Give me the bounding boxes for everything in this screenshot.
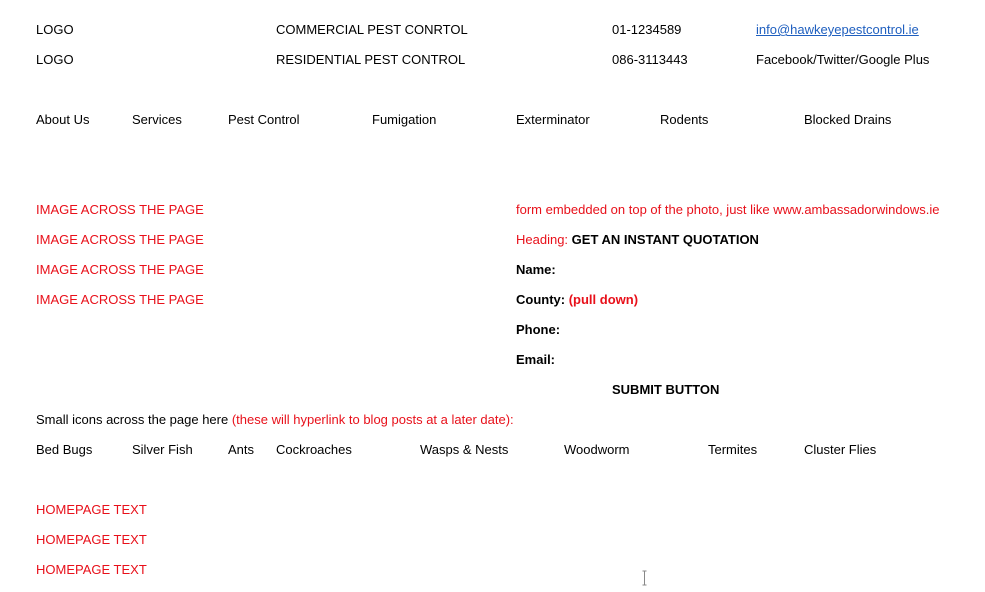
phone-number-2: 086-3113443 [612,52,688,67]
form-name-label: Name: [516,262,556,277]
email-link[interactable]: info@hawkeyepestcontrol.ie [756,22,919,37]
icons-intro-line [36,412,514,428]
hero-image-line: IMAGE ACROSS THE PAGE [36,292,204,307]
form-county-line [516,292,638,308]
logo-placeholder-2: LOGO [36,52,74,67]
homepage-text-line: HOMEPAGE TEXT [36,532,147,547]
phone-number-1: 01-1234589 [612,22,682,37]
icons-intro: Small icons across the page here [36,412,232,427]
hero-image-line: IMAGE ACROSS THE PAGE [36,232,204,247]
social-links-text: Facebook/Twitter/Google Plus [756,52,930,67]
hero-image-line: IMAGE ACROSS THE PAGE [36,262,204,277]
text-cursor-icon [642,570,647,586]
nav-item-fumigation: Fumigation [372,112,437,127]
pest-item-bed-bugs: Bed Bugs [36,442,93,457]
pest-item-cockroaches: Cockroaches [276,442,352,457]
nav-item-services: Services [132,112,182,127]
residential-pest-control-heading: RESIDENTIAL PEST CONTROL [276,52,466,67]
form-note: form embedded on top of the photo, just like www.ambassadorwindows.ie [516,202,940,217]
form-county-label: County: [516,292,569,307]
nav-item-blocked-drains: Blocked Drains [804,112,892,127]
pest-item-termites: Termites [708,442,758,457]
form-heading-prefix: Heading: [516,232,572,247]
form-heading: GET AN INSTANT QUOTATION [571,232,759,247]
pest-item-ants: Ants [228,442,255,457]
hero-image-line: IMAGE ACROSS THE PAGE [36,202,204,217]
pest-item-silver-fish: Silver Fish [132,442,193,457]
nav-item-exterminator: Exterminator [516,112,590,127]
pest-item-cluster-flies: Cluster Flies [804,442,877,457]
homepage-text-line: HOMEPAGE TEXT [36,502,147,517]
commercial-pest-control-heading: COMMERCIAL PEST CONRTOL [276,22,468,37]
logo-placeholder: LOGO [36,22,74,37]
form-county-note: (pull down) [568,292,639,307]
nav-item-rodents: Rodents [660,112,709,127]
pest-item-woodworm: Woodworm [564,442,630,457]
icons-intro-note: (these will hyperlink to blog posts at a later date): [231,412,514,427]
pest-item-wasps-nests: Wasps & Nests [420,442,509,457]
form-heading-line [516,232,759,248]
form-phone-label: Phone: [516,322,561,337]
nav-item-about-us: About Us [36,112,90,127]
homepage-text-line: HOMEPAGE TEXT [36,562,147,577]
form-submit-text: SUBMIT BUTTON [612,382,720,397]
form-email-label: Email: [516,352,556,367]
nav-item-pest-control: Pest Control [228,112,300,127]
